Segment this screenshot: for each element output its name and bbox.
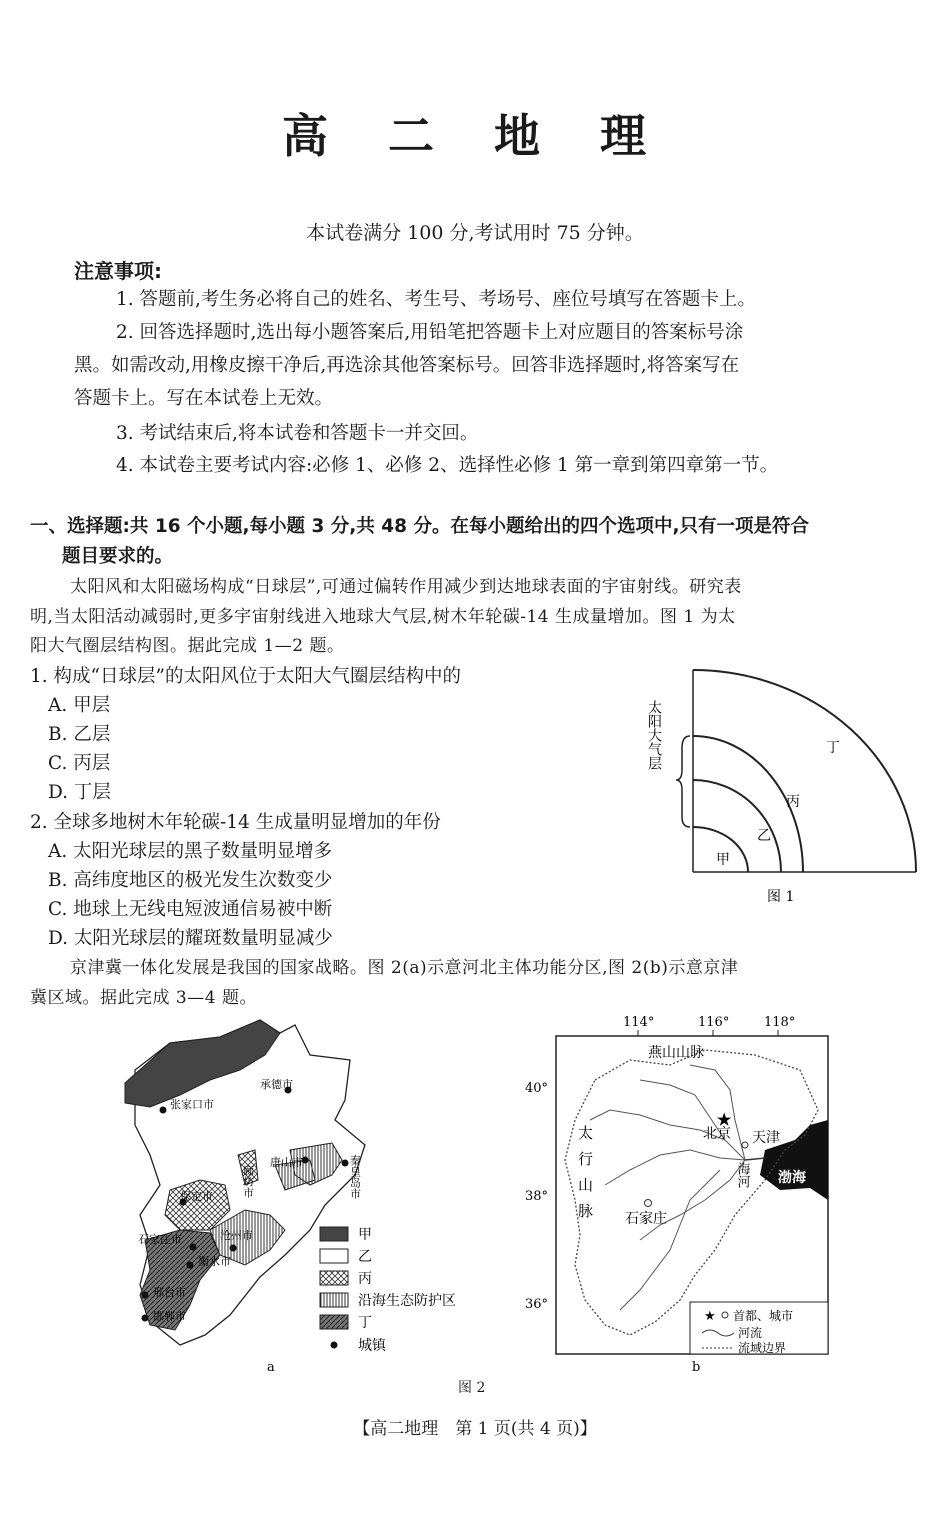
- intro-1-line3: 阳大气圈层结构图。据此完成 1—2 题。: [30, 636, 345, 656]
- legend-star-icon: ★: [704, 1309, 716, 1324]
- question-2-option-d: D. 太阳光球层的耀斑数量明显减少: [48, 928, 333, 949]
- lon-114: 114°: [623, 1015, 655, 1030]
- legend-label-ding: 丁: [358, 1315, 372, 1331]
- legend-swatch-bing: [320, 1271, 348, 1285]
- question-2-option-a: A. 太阳光球层的黑子数量明显增多: [48, 841, 333, 862]
- lat-36: 36°: [525, 1297, 549, 1312]
- intro-1: [30, 573, 920, 662]
- fig1-caption: 图 1: [767, 889, 795, 905]
- city-label-baoding: 保定市: [180, 1190, 213, 1203]
- city-dot-xingtai: [142, 1292, 149, 1299]
- city-label-xingtai: 邢台市: [153, 1286, 186, 1299]
- fig1-layer-yi: 乙: [757, 828, 771, 844]
- notice-item-1: 1. 答题前,考生务必将自己的姓名、考生号、考场号、座位号填写在答题卡上。: [116, 289, 756, 310]
- legend-label-yi: 乙: [358, 1249, 372, 1265]
- city-dot-handan: [142, 1315, 149, 1322]
- legend-label-coastal: 沿海生态防护区: [358, 1293, 456, 1309]
- exam-info: 本试卷满分 100 分,考试用时 75 分钟。: [306, 222, 644, 244]
- label-beijing: 北京: [703, 1126, 731, 1142]
- label-taihang-1: 太: [578, 1124, 594, 1142]
- notice-item-3: 3. 考试结束后,将本试卷和答题卡一并交回。: [116, 423, 479, 444]
- section-heading-line1: 一、选择题:共 16 个小题,每小题 3 分,共 48 分。在每小题给出的四个选项中,只有一项是符合: [30, 516, 809, 537]
- fig2a-label: a: [267, 1360, 275, 1375]
- intro-2-line2: 冀区域。据此完成 3—4 题。: [30, 987, 257, 1008]
- city-dot-qinhuangdao: [342, 1160, 349, 1167]
- label-taihang-4: 脉: [578, 1202, 594, 1220]
- page-footer: 【高二地理 第 1 页(共 4 页)】: [353, 1419, 597, 1439]
- city-label-shijiazhuang: 石家庄市: [138, 1233, 182, 1246]
- label-taihang-3: 山: [578, 1176, 594, 1194]
- notice-heading: 注意事项:: [74, 259, 162, 283]
- notice-item-2-cont2: 答题卡上。写在本试卷上无效。: [74, 388, 334, 409]
- label-tianjin: 天津: [752, 1130, 780, 1146]
- question-1-option-b: B. 乙层: [48, 724, 111, 745]
- legend-dot-town: [331, 1342, 338, 1349]
- section-heading: [30, 512, 920, 572]
- legend-boundary: 流域边界: [738, 1341, 787, 1355]
- label-taihang-2: 行: [578, 1150, 594, 1168]
- section-heading-line2: 题目要求的。: [62, 546, 174, 567]
- fig1-layer-jia: 甲: [716, 852, 730, 868]
- legend-swatch-ding: [320, 1315, 348, 1329]
- question-1-option-a: A. 甲层: [48, 695, 111, 716]
- fig1-brace: [676, 736, 690, 827]
- intro-2-line1: 京津冀一体化发展是我国的国家战略。图 2(a)示意河北主体功能分区,图 2(b)示意京津: [70, 958, 739, 978]
- legend-swatch-coastal: [320, 1293, 348, 1307]
- intro-2: [30, 954, 920, 1013]
- city-dot-zhangjiakou: [160, 1107, 167, 1114]
- lon-116: 116°: [698, 1015, 730, 1030]
- question-2-stem: 2. 全球多地树木年轮碳-14 生成量明显增加的年份: [30, 812, 441, 833]
- city-label-hengshui: 衡水市: [198, 1255, 231, 1268]
- city-label-handan: 邯郸市: [153, 1310, 186, 1323]
- intro-1-line2: 明,当太阳活动减弱时,更多宇宙射线进入地球大气层,树木年轮碳-14 生成量增加。图 1 为太: [30, 606, 736, 627]
- figure-2a-hebei-zones: [110, 1015, 490, 1375]
- lon-118: 118°: [764, 1015, 796, 1030]
- lat-38: 38°: [525, 1189, 549, 1204]
- fig1-side-label: 太阳大气层: [646, 700, 662, 770]
- fig1-layer-ding: 丁: [826, 740, 840, 756]
- notice-item-2: 2. 回答选择题时,选出每小题答案后,用铅笔把答题卡上对应题目的答案标号涂: [116, 322, 744, 343]
- legend-swatch-jia: [320, 1227, 348, 1241]
- fig2-caption: 图 2: [458, 1380, 486, 1396]
- legend-label-bing: 丙: [358, 1271, 372, 1287]
- label-shijiazhuang: 石家庄: [625, 1211, 667, 1227]
- city-label-cangzhou: 沧州市: [220, 1229, 253, 1242]
- legend-capital-city: 首都、城市: [733, 1309, 794, 1323]
- fig2b-label: b: [692, 1360, 701, 1375]
- figure-2b-jjj-basin: [520, 1010, 840, 1375]
- beijing-star-icon: ★: [717, 1110, 732, 1129]
- fig1-layer-bing: 丙: [786, 794, 800, 810]
- question-2-option-b: B. 高纬度地区的极光发生次数变少: [48, 870, 333, 891]
- legend-label-town: 城镇: [358, 1338, 386, 1354]
- label-yanshan: 燕山山脉: [648, 1045, 704, 1061]
- figure-1-sun-atmosphere: [640, 660, 930, 915]
- fig1-outer-arc: [693, 670, 916, 872]
- legend-river: 河流: [738, 1326, 763, 1340]
- label-bohai: 渤海: [778, 1170, 806, 1186]
- city-label-chengde: 承德市: [260, 1078, 293, 1091]
- city-dot-shijiazhuang: [190, 1244, 197, 1251]
- question-1-stem: 1. 构成“日球层”的太阳风位于太阳大气圈层结构中的: [30, 666, 461, 687]
- notice-item-4: 4. 本试卷主要考试内容:必修 1、必修 2、选择性必修 1 第一章到第四章第一节。: [116, 455, 779, 476]
- city-label-zhangjiakou: 张家口市: [170, 1098, 214, 1111]
- city-dot-hengshui: [187, 1262, 194, 1269]
- legend-label-jia: 甲: [358, 1227, 372, 1243]
- question-2: [30, 808, 441, 953]
- label-haihe: 海河: [734, 1162, 750, 1188]
- legend-swatch-yi: [320, 1249, 348, 1263]
- city-label-tangshan: 唐山市: [270, 1156, 303, 1169]
- question-1-option-c: C. 丙层: [48, 753, 111, 774]
- city-dot-cangzhou: [230, 1245, 237, 1252]
- question-1-option-d: D. 丁层: [48, 782, 111, 803]
- question-1: [30, 662, 461, 807]
- question-2-option-c: C. 地球上无线电短波通信易被中断: [48, 899, 333, 920]
- lat-40: 40°: [525, 1081, 549, 1096]
- city-label-qinhuangdao: 秦皇岛市: [348, 1155, 362, 1199]
- intro-1-line1: 太阳风和太阳磁场构成“日球层”,可通过偏转作用减少到达地球表面的宇宙射线。研究表: [70, 577, 742, 597]
- city-label-langfang: 廊坊市: [241, 1165, 255, 1198]
- fig1-arc-2: [693, 780, 781, 872]
- notice-item-2-cont: 黑。如需改动,用橡皮擦干净后,再选涂其他答案标号。回答非选择题时,将答案写在: [74, 355, 740, 376]
- page-title: 高 二 地 理: [281, 109, 669, 163]
